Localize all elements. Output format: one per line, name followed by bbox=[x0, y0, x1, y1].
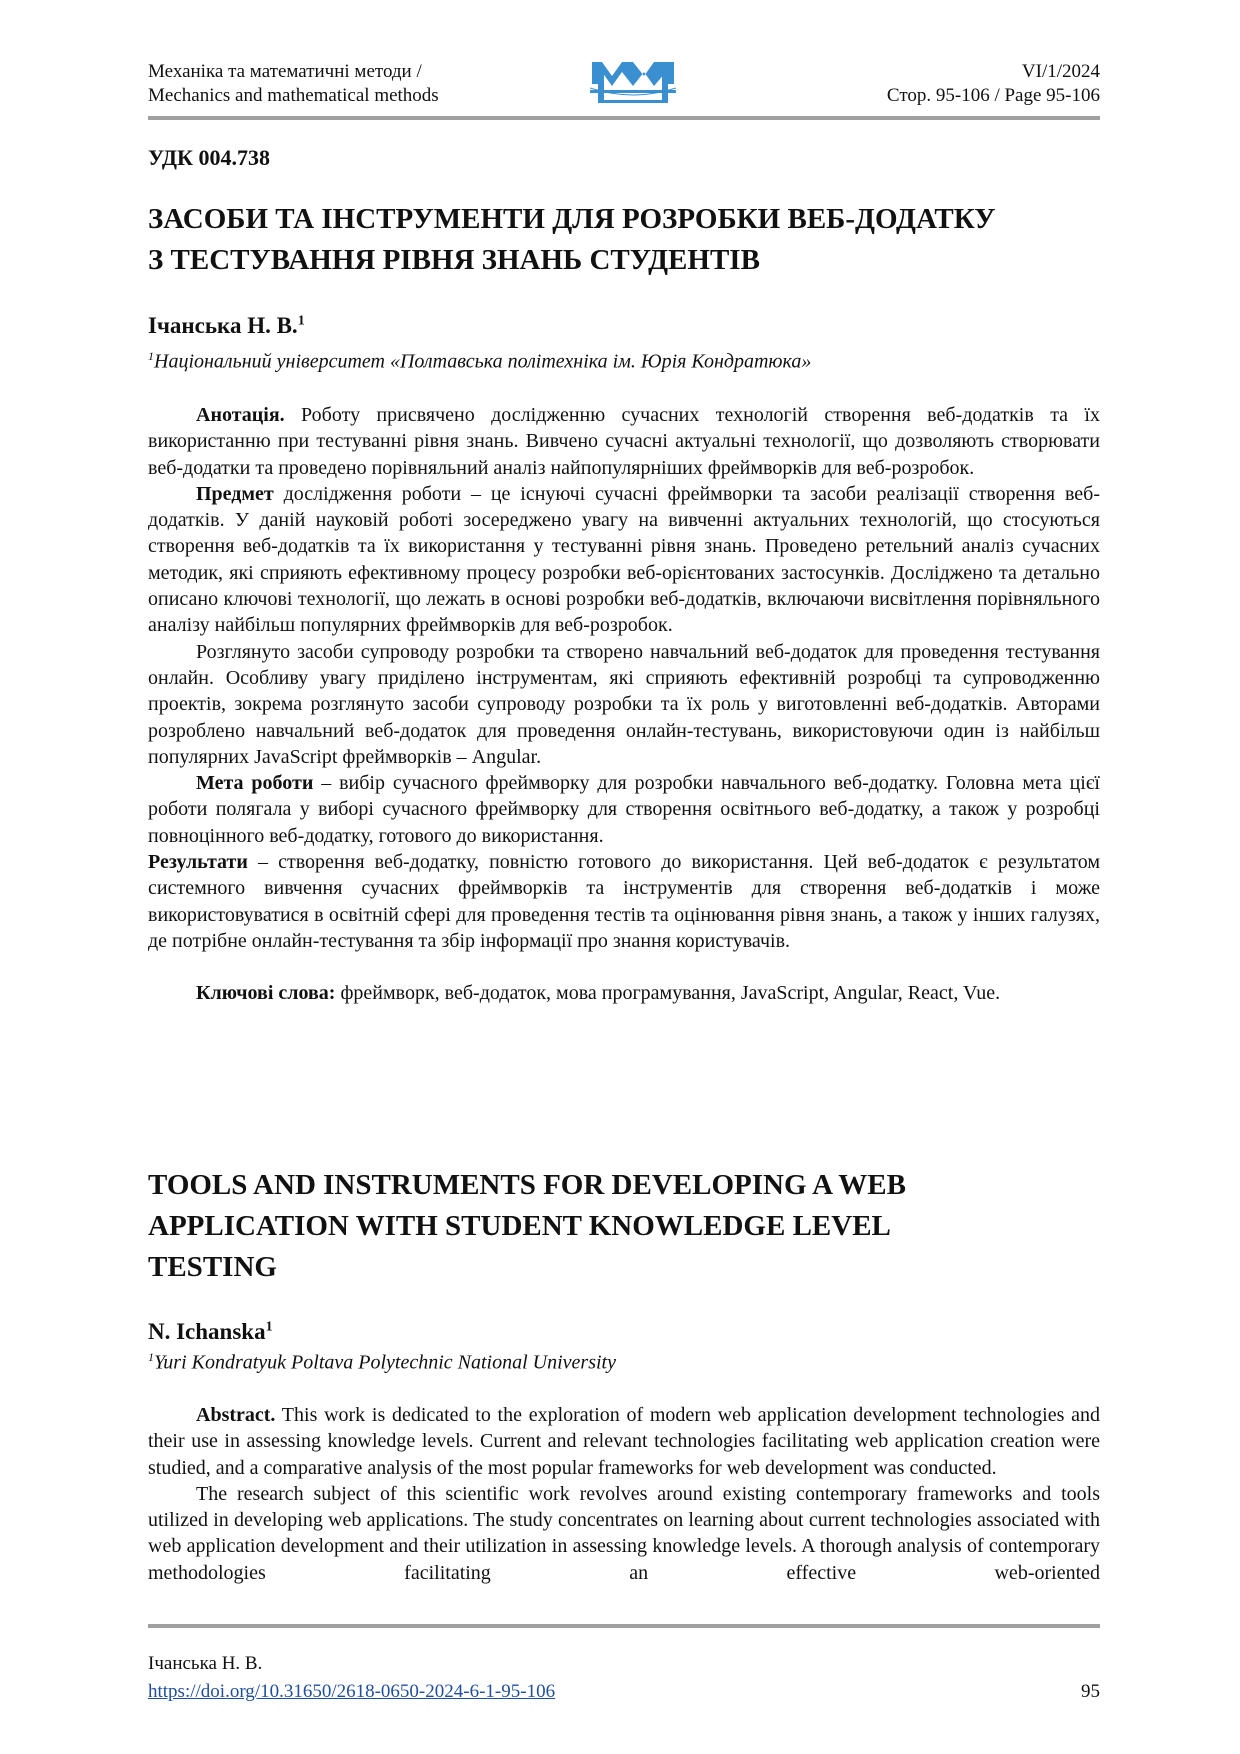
affiliation-uk bbox=[148, 349, 811, 374]
author-sup: 1 bbox=[297, 313, 305, 329]
para-text: The research subject of this scientific work revolves around existing contemporary frameworks and tools utilized in developing web applications. The study concentrates on learning about current technologies associated with web application development and their utilization in assessing knowledge levels. A thorough analysis of contemporary methodologies facilitating an effective web-oriented bbox=[148, 1482, 1100, 1584]
title-uk-line: ЗАСОБИ ТА ІНСТРУМЕНТИ ДЛЯ РОЗРОБКИ ВЕБ-ДОДАТКУ bbox=[148, 203, 996, 235]
title-en-line: TESTING bbox=[148, 1251, 277, 1283]
page-range: Стор. 95-106 / Page 95-106 bbox=[886, 85, 1100, 106]
title-en-line: TOOLS AND INSTRUMENTS FOR DEVELOPING A WEB bbox=[148, 1169, 906, 1201]
para-lead: Мета роботи bbox=[196, 772, 314, 795]
author-name: N. Ichanska bbox=[148, 1319, 266, 1344]
title-uk-line: З ТЕСТУВАННЯ РІВНЯ ЗНАНЬ СТУДЕНТІВ bbox=[148, 244, 760, 276]
title-uk bbox=[148, 199, 995, 281]
affiliation-en bbox=[148, 1350, 616, 1375]
para-lead: Результати bbox=[148, 851, 248, 874]
journal-logo bbox=[590, 58, 676, 104]
abstract-paragraph bbox=[148, 770, 1100, 954]
para-text: This work is dedicated to the exploration of modern web application development technologies and their use in assessing knowledge levels. Current and relevant technologies facilitating web application creation were studied, and a comparative analysis of the most popular frameworks for web development was conducted. bbox=[148, 1404, 1100, 1479]
para-lead: Анотація. bbox=[196, 404, 285, 426]
author-uk bbox=[148, 313, 305, 339]
journal-title bbox=[148, 60, 439, 108]
abstract-paragraph bbox=[148, 639, 1100, 770]
para-text: – вибір сучасного фреймворку для розробки навчального веб-додатку. Головна мета цієї роботи полягала у виборі сучасного фреймворку для створення освітнього веб-додатку, а також у розробці повноцінного веб-додатку, готового до використання. bbox=[148, 772, 1100, 847]
abstract-paragraph bbox=[148, 1402, 1100, 1481]
keywords-uk bbox=[148, 980, 1100, 1006]
abstract-uk bbox=[148, 402, 1100, 1007]
para-lead: Предмет bbox=[196, 482, 274, 505]
issue-number: VI/1/2024 bbox=[1021, 61, 1100, 82]
issue-info bbox=[887, 60, 1100, 108]
keywords-text: фреймворк, веб-додаток, мова програмування, JavaScript, Angular, React, Vue. bbox=[335, 982, 1001, 1005]
abstract-paragraph bbox=[148, 402, 1100, 481]
header-divider bbox=[148, 116, 1100, 120]
footer bbox=[148, 1650, 555, 1706]
para-text: – створення веб-додатку, повністю готового до використання. Цей веб-додаток є результатом системного вивчення сучасних фреймворків та інструментів для створення веб-додатків і може використовуватися в освітній сфері для проведення тестів та оцінювання рівня знань, а також у інших галузях, де потрібне онлайн-тестування та збір інформації про знання користувачів. bbox=[148, 851, 1100, 952]
title-en bbox=[148, 1165, 906, 1288]
abstract-paragraph bbox=[148, 481, 1100, 639]
keywords-label: Ключові слова: bbox=[196, 982, 336, 1005]
footer-divider bbox=[148, 1624, 1100, 1628]
para-text: Розглянуто засоби супроводу розробки та створено навчальний веб-додаток для проведення тестування онлайн. Особливу увагу приділено інструментам, які сприяють ефективній розробці та супроводженню проектів, зокрема розглянуто засоби супроводу розробки та їх роль у виготовленні веб-додатків. Авторами розроблено навчальний веб-додаток для проведення онлайн-тестувань, використовуючи один із найбільш популярних JavaScript фреймворків – Angular. bbox=[148, 640, 1100, 768]
footer-author: Ічанська Н. В. bbox=[148, 1653, 263, 1674]
title-en-line: APPLICATION WITH STUDENT KNOWLEDGE LEVEL bbox=[148, 1210, 891, 1242]
para-lead: Abstract. bbox=[196, 1404, 276, 1426]
author-name: Ічанська Н. В. bbox=[148, 313, 298, 338]
affil-sup: 1 bbox=[148, 1350, 154, 1364]
author-sup: 1 bbox=[265, 1319, 273, 1335]
doi-link[interactable]: https://doi.org/10.31650/2618-0650-2024-6-1-95-106 bbox=[148, 1681, 556, 1702]
journal-title-en: Mechanics and mathematical methods bbox=[148, 85, 439, 106]
affil-text: Yuri Kondratyuk Poltava Polytechnic National University bbox=[154, 1351, 616, 1374]
udk-code: УДК 004.738 bbox=[148, 145, 271, 170]
para-text: дослідження роботи – це існуючі сучасні фреймворки та засоби реалізації створення веб-додатків. У даній науковій роботі зосереджено увагу на вивченні актуальних технологій, що стосуються створення веб-додатків та їх використання у тестуванні рівня знань. Проведено ретельний аналіз сучасних методик, які сприяють ефективному процесу розробки веб-орієнтованих застосунків. Досліджено та детально описано ключові технології, що лежать в основі розробки веб-додатків, включаючи висвітлення порівняльного аналізу найбільш популярних фреймворків для веб-розробок. bbox=[148, 482, 1100, 637]
abstract-en bbox=[148, 1402, 1100, 1586]
page-number: 95 bbox=[1081, 1681, 1100, 1702]
author-en bbox=[148, 1319, 273, 1345]
journal-title-uk: Механіка та математичні методи / bbox=[148, 61, 422, 82]
para-text: Роботу присвячено дослідженню сучасних технологій створення веб-додатків та їх використанню при тестуванні рівня знань. Вивчено сучасні актуальні технології, що дозволяють створювати веб-додатки та проведено порівняльний аналіз найпопулярніших фреймворків для веб-розробок. bbox=[148, 404, 1100, 479]
affil-sup: 1 bbox=[148, 349, 154, 363]
abstract-paragraph bbox=[148, 1481, 1100, 1586]
affil-text: Національний університет «Полтавська політехніка ім. Юрія Кондратюка» bbox=[154, 350, 812, 373]
